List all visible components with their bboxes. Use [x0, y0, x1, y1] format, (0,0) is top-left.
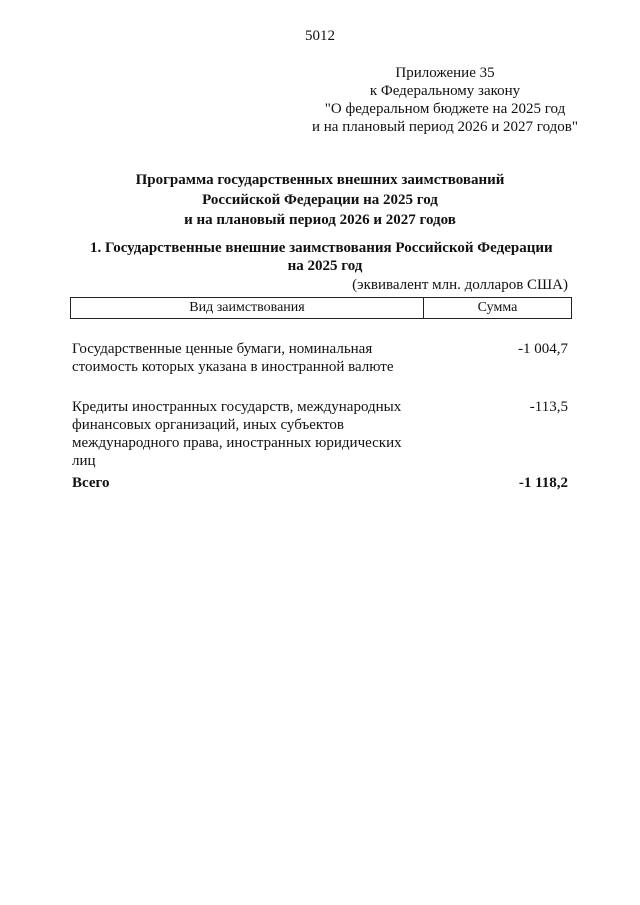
units-note: (эквивалент млн. долларов США): [352, 277, 568, 293]
title-line: Российской Федерации на 2025 год: [202, 192, 438, 208]
row-amount: -113,5: [529, 399, 568, 415]
appendix-header: [250, 64, 640, 136]
row-description-line: Кредиты иностранных государств, международных: [72, 399, 402, 415]
column-header-amount: Сумма: [477, 300, 518, 315]
total-label: Всего: [72, 475, 110, 491]
appendix-line: к Федеральному закону: [369, 83, 521, 99]
title-line: и на плановый период 2026 и 2027 годов: [184, 212, 456, 228]
document-title: [0, 170, 640, 230]
total-amount: -1 118,2: [518, 475, 568, 491]
row-description-line: финансовых организаций, иных субъектов: [72, 417, 344, 433]
row-description-line: Государственные ценные бумаги, номинальная: [72, 341, 373, 357]
table-header: [70, 297, 572, 319]
row-description-line: лиц: [72, 453, 96, 469]
table-row: [72, 398, 570, 470]
row-description-line: международного права, иностранных юридических: [72, 435, 402, 451]
total-row: [72, 474, 570, 492]
row-amount: -1 004,7: [518, 341, 568, 357]
table-row: [72, 340, 570, 376]
row-description-line: стоимость которых указана в иностранной валюте: [72, 359, 394, 375]
section-heading-line: на 2025 год: [287, 258, 363, 274]
row-description: [72, 340, 417, 376]
appendix-line: Приложение 35: [395, 65, 495, 81]
row-description: [72, 398, 417, 470]
appendix-line: "О федеральном бюджете на 2025 год: [324, 101, 566, 117]
column-header-type: Вид заимствования: [71, 298, 424, 318]
appendix-line: и на плановый период 2026 и 2027 годов": [312, 119, 578, 135]
page-number: 5012: [305, 28, 335, 44]
title-line: Программа государственных внешних заимствований: [135, 172, 505, 188]
section-heading-line: 1. Государственные внешние заимствования Российской Федерации: [90, 240, 553, 256]
section-heading: [90, 239, 580, 275]
